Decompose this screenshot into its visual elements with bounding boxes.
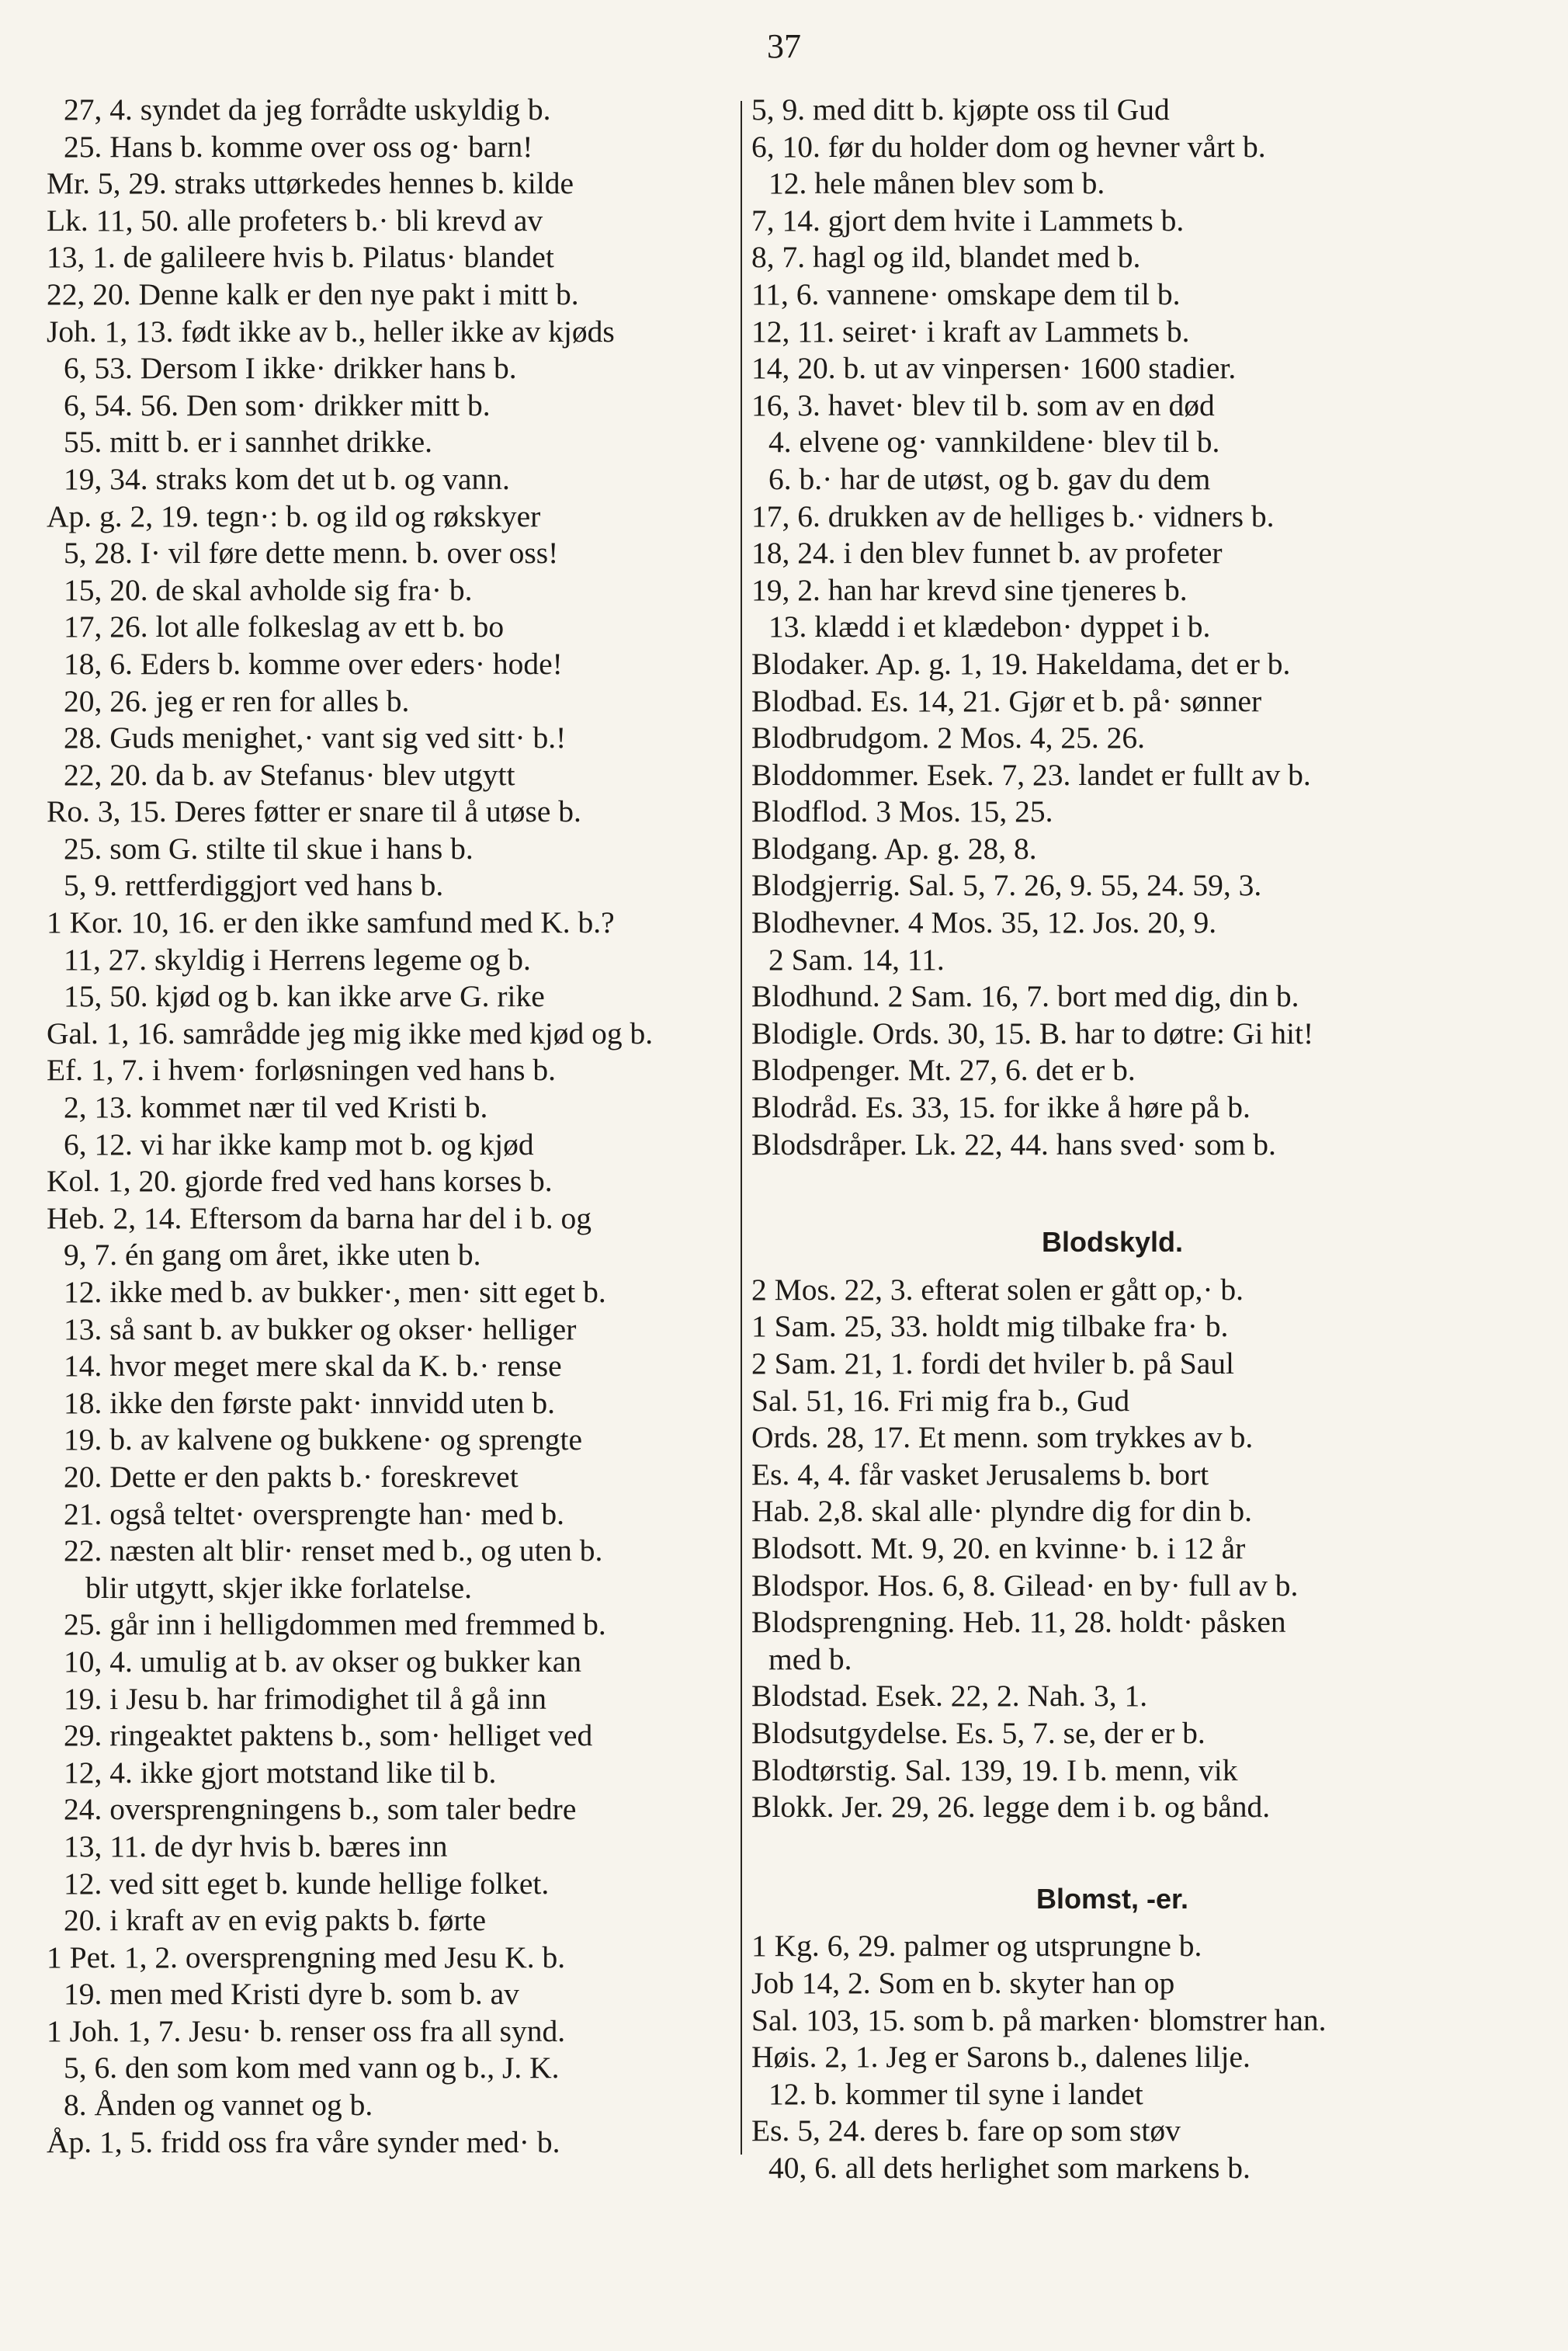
right-column (751, 92, 1473, 2186)
blodskyld-entries-group (751, 1272, 1473, 1826)
index-entry-line: Blodgjerrig. Sal. 5, 7. 26, 9. 55, 24. 59, 3. (751, 868, 1262, 903)
index-entry-line: 6, 54. 56. Den som· drikker mitt b. (64, 387, 491, 422)
index-entry-line: 12. hele månen blev som b. (768, 166, 1105, 201)
index-entry-line: 5, 6. den som kom med vann og b., J. K. (64, 2051, 560, 2085)
index-entry-line: 10, 4. umulig at b. av okser og bukker kan (64, 1644, 581, 1679)
index-entry-line: Bloddommer. Esek. 7, 23. landet er fullt av b. (751, 757, 1311, 792)
index-entry-line: 18. ikke den første pakt· innvidd uten b. (64, 1385, 555, 1420)
index-entry-line: 12, 11. seiret· i kraft av Lammets b. (751, 314, 1190, 349)
index-entry-line: Gal. 1, 16. samrådde jeg mig ikke med kjød og b. (47, 1016, 654, 1050)
index-entry-line: 1 Kor. 10, 16. er den ikke samfund med K. b.? (47, 905, 615, 940)
index-entry-line: 29. ringeaktet paktens b., som· helliget ved (64, 1718, 593, 1753)
index-entry-line: Joh. 1, 13. født ikke av b., heller ikke av kjøds (47, 314, 615, 349)
index-entry-line: 9, 7. én gang om året, ikke uten b. (64, 1238, 481, 1273)
index-entry-line: 1 Pet. 1, 2. oversprengning med Jesu K. b. (47, 1939, 566, 1974)
index-entry-line: Blodigle. Ords. 30, 15. B. har to døtre: Gi hit! (751, 1016, 1314, 1050)
index-entry-line: 16, 3. havet· blev til b. som av en død (751, 387, 1215, 422)
index-entry-line: 12. ved sitt eget b. kunde hellige folket. (64, 1866, 550, 1901)
index-entry-line: 1 Joh. 1, 7. Jesu· b. renser oss fra all synd. (47, 2013, 566, 2048)
index-entry-line: Blodsott. Mt. 9, 20. en kvinne· b. i 12 år (751, 1530, 1246, 1565)
index-entry-line: Høis. 2, 1. Jeg er Sarons b., dalenes lilje. (751, 2040, 1251, 2075)
index-entry-line: 28. Guds menighet,· vant sig ved sitt· b.! (64, 721, 567, 755)
blomst-entries-group (751, 1928, 1473, 2186)
index-entry-line: Blokk. Jer. 29, 26. legge dem i b. og bånd. (751, 1790, 1271, 1825)
index-entry-line: 13, 11. de dyr hvis b. bæres inn (64, 1828, 448, 1863)
index-entry-line: 22, 20. da b. av Stefanus· blev utgytt (64, 757, 515, 792)
index-entry-line: 7, 14. gjort dem hvite i Lammets b. (751, 203, 1185, 238)
index-entry-line: 13. klædd i et klædebon· dyppet i b. (768, 609, 1211, 644)
index-entry-line: 15, 20. de skal avholde sig fra· b. (64, 572, 473, 607)
index-entry-line: Blodsprengning. Heb. 11, 28. holdt· påsken (751, 1605, 1286, 1640)
index-entry-line: 18, 6. Eders b. komme over eders· hode! (64, 646, 563, 681)
index-entry-line: 14, 20. b. ut av vinpersen· 1600 stadier. (751, 351, 1237, 386)
index-entry-line: 25. Hans b. komme over oss og· barn! (64, 129, 533, 164)
index-entry-line: Sal. 51, 16. Fri mig fra b., Gud (751, 1383, 1130, 1418)
index-entry-line: 20, 26. jeg er ren for alles b. (64, 683, 410, 718)
index-entry-line: blir utgytt, skjer ikke forlatelse. (85, 1570, 473, 1605)
index-entry-line: 6, 12. vi har ikke kamp mot b. og kjød (64, 1127, 534, 1162)
index-entry-line: 20. i kraft av en evig pakts b. førte (64, 1903, 487, 1938)
index-entry-line: 18, 24. i den blev funnet b. av profeter (751, 536, 1223, 571)
index-entry-line: 17, 26. lot alle folkeslag av ett b. bo (64, 609, 505, 644)
right-entries-group (751, 92, 1473, 1163)
index-entry-line: Kol. 1, 20. gjorde fred ved hans korses b. (47, 1164, 553, 1199)
index-entry-line: 15, 50. kjød og b. kan ikke arve G. rike (64, 979, 545, 1014)
index-entry-line: 19. b. av kalvene og bukkene· og sprengte (64, 1422, 583, 1457)
index-entry-line: Heb. 2, 14. Eftersom da barna har del i b. og (47, 1200, 592, 1235)
index-entry-line: Blodsutgydelse. Es. 5, 7. se, der er b. (751, 1715, 1205, 1750)
index-entry-line: 1 Sam. 25, 33. holdt mig tilbake fra· b. (751, 1309, 1229, 1344)
index-entry-line: Blodstad. Esek. 22, 2. Nah. 3, 1. (751, 1679, 1148, 1714)
index-entry-line: 8, 7. hagl og ild, blandet med b. (751, 240, 1141, 275)
index-entry-line: 19, 34. straks kom det ut b. og vann. (64, 461, 510, 496)
index-entry-line: Lk. 11, 50. alle profeters b.· bli krevd av (47, 203, 543, 238)
index-entry-line: Blodhund. 2 Sam. 16, 7. bort med dig, din b. (751, 979, 1299, 1014)
section-heading-blodskyld: Blodskyld. (1041, 1226, 1184, 1259)
index-entry-line: Ap. g. 2, 19. tegn·: b. og ild og røkskyer (47, 498, 541, 533)
index-entry-line: 6. b.· har de utøst, og b. gav du dem (768, 461, 1211, 496)
index-entry-line: 19. i Jesu b. har frimodighet til å gå inn (64, 1681, 547, 1716)
index-entry-line: 27, 4. syndet da jeg forrådte uskyldig b. (64, 92, 551, 127)
index-entry-line: Blodspor. Hos. 6, 8. Gilead· en by· full av b. (751, 1568, 1299, 1603)
index-entry-line: 19. men med Kristi dyre b. som b. av (64, 1977, 519, 2012)
index-entry-line: Hab. 2,8. skal alle· plyndre dig for din b. (751, 1494, 1253, 1529)
index-entry-line: 19, 2. han har krevd sine tjeneres b. (751, 572, 1188, 607)
index-entry-line: Es. 5, 24. deres b. fare op som støv (751, 2113, 1181, 2148)
index-entry-line: Blodgang. Ap. g. 28, 8. (751, 831, 1037, 866)
index-entry-line: 24. oversprengningens b., som taler bedre (64, 1792, 577, 1827)
index-entry-line: 2 Sam. 14, 11. (768, 942, 945, 977)
index-entry-line: 12, 4. ikke gjort motstand like til b. (64, 1755, 497, 1790)
index-entry-line: 11, 6. vannene· omskape dem til b. (751, 276, 1181, 311)
index-entry-line: Åp. 1, 5. fridd oss fra våre synder med· b. (47, 2124, 560, 2159)
index-entry-line: Sal. 103, 15. som b. på marken· blomstrer han. (751, 2002, 1327, 2037)
index-entry-line: 25. går inn i helligdommen med fremmed b. (64, 1607, 606, 1642)
index-entry-line: 25. som G. stilte til skue i hans b. (64, 831, 474, 866)
index-entry-line: 5, 9. med ditt b. kjøpte oss til Gud (751, 92, 1170, 127)
index-entry-line: 12. ikke med b. av bukker·, men· sitt eget b. (64, 1275, 606, 1309)
index-entry-line: 6, 10. før du holder dom og hevner vårt b. (751, 129, 1266, 164)
index-entry-line: 21. også teltet· oversprengte han· med b. (64, 1496, 564, 1531)
index-entry-line: 22. næsten alt blir· renset med b., og uten b. (64, 1533, 603, 1568)
index-entry-line: 11, 27. skyldig i Herrens legeme og b. (64, 942, 531, 977)
index-entry-line: 8. Ånden og vannet og b. (64, 2088, 373, 2123)
column-divider (741, 101, 742, 2155)
section-heading-blomst: Blomst, -er. (1036, 1882, 1189, 1915)
index-entry-line: Blodbad. Es. 14, 21. Gjør et b. på· sønner (751, 683, 1262, 718)
index-entry-line: 12. b. kommer til syne i landet (768, 2076, 1143, 2111)
index-entry-line: 17, 6. drukken av de helliges b.· vidners b. (751, 498, 1275, 533)
index-entry-line: Mr. 5, 29. straks uttørkedes hennes b. kilde (47, 166, 574, 201)
index-entry-line: Ords. 28, 17. Et menn. som trykkes av b. (751, 1420, 1254, 1455)
index-entry-line: Blodbrudgom. 2 Mos. 4, 25. 26. (751, 721, 1145, 755)
left-column (47, 92, 737, 2161)
index-entry-line: 4. elvene og· vannkildene· blev til b. (768, 425, 1220, 460)
index-entry-line: 5, 28. I· vil føre dette menn. b. over oss! (64, 536, 559, 571)
index-entry-line: Job 14, 2. Som en b. skyter han op (751, 1965, 1175, 2000)
index-entry-line: 2, 13. kommet nær til ved Kristi b. (64, 1090, 488, 1125)
index-entry-line: Ro. 3, 15. Deres føtter er snare til å utøse b. (47, 794, 581, 829)
index-entry-line: Blodhevner. 4 Mos. 35, 12. Jos. 20, 9. (751, 905, 1217, 940)
index-entry-line: 55. mitt b. er i sannhet drikke. (64, 425, 433, 460)
index-entry-line: Blodtørstig. Sal. 139, 19. I b. menn, vik (751, 1752, 1238, 1787)
index-entry-line: 2 Mos. 22, 3. efterat solen er gått op,· b. (751, 1272, 1244, 1307)
index-entry-line: Blodflod. 3 Mos. 15, 25. (751, 794, 1053, 829)
index-entry-line: 5, 9. rettferdiggjort ved hans b. (64, 868, 444, 903)
page-number: 37 (767, 27, 801, 65)
index-entry-line: 40, 6. all dets herlighet som markens b. (768, 2150, 1251, 2185)
index-entry-line: 22, 20. Denne kalk er den nye pakt i mitt b. (47, 276, 579, 311)
index-entry-line: 20. Dette er den pakts b.· foreskrevet (64, 1459, 519, 1494)
index-entry-line: Ef. 1, 7. i hvem· forløsningen ved hans b. (47, 1053, 557, 1088)
index-entry-line: 14. hvor meget mere skal da K. b.· rense (64, 1349, 562, 1384)
index-entry-line: Blodpenger. Mt. 27, 6. det er b. (751, 1053, 1136, 1088)
index-entry-line: 13, 1. de galileere hvis b. Pilatus· blandet (47, 240, 554, 275)
index-entry-line: 13. så sant b. av bukker og okser· helliger (64, 1311, 577, 1346)
index-entry-line: 6, 53. Dersom I ikke· drikker hans b. (64, 351, 517, 386)
index-entry-line: 1 Kg. 6, 29. palmer og utsprungne b. (751, 1929, 1202, 1964)
index-entry-line: Blodråd. Es. 33, 15. for ikke å høre på b. (751, 1090, 1251, 1125)
index-entry-line: 2 Sam. 21, 1. fordi det hviler b. på Saul (751, 1346, 1235, 1380)
index-entry-line: Es. 4, 4. får vasket Jerusalems b. bort (751, 1457, 1209, 1492)
index-entry-line: Blodaker. Ap. g. 1, 19. Hakeldama, det er b. (751, 646, 1291, 681)
index-entry-line: med b. (768, 1641, 852, 1676)
index-entry-line: Blodsdråper. Lk. 22, 44. hans sved· som b. (751, 1127, 1276, 1162)
